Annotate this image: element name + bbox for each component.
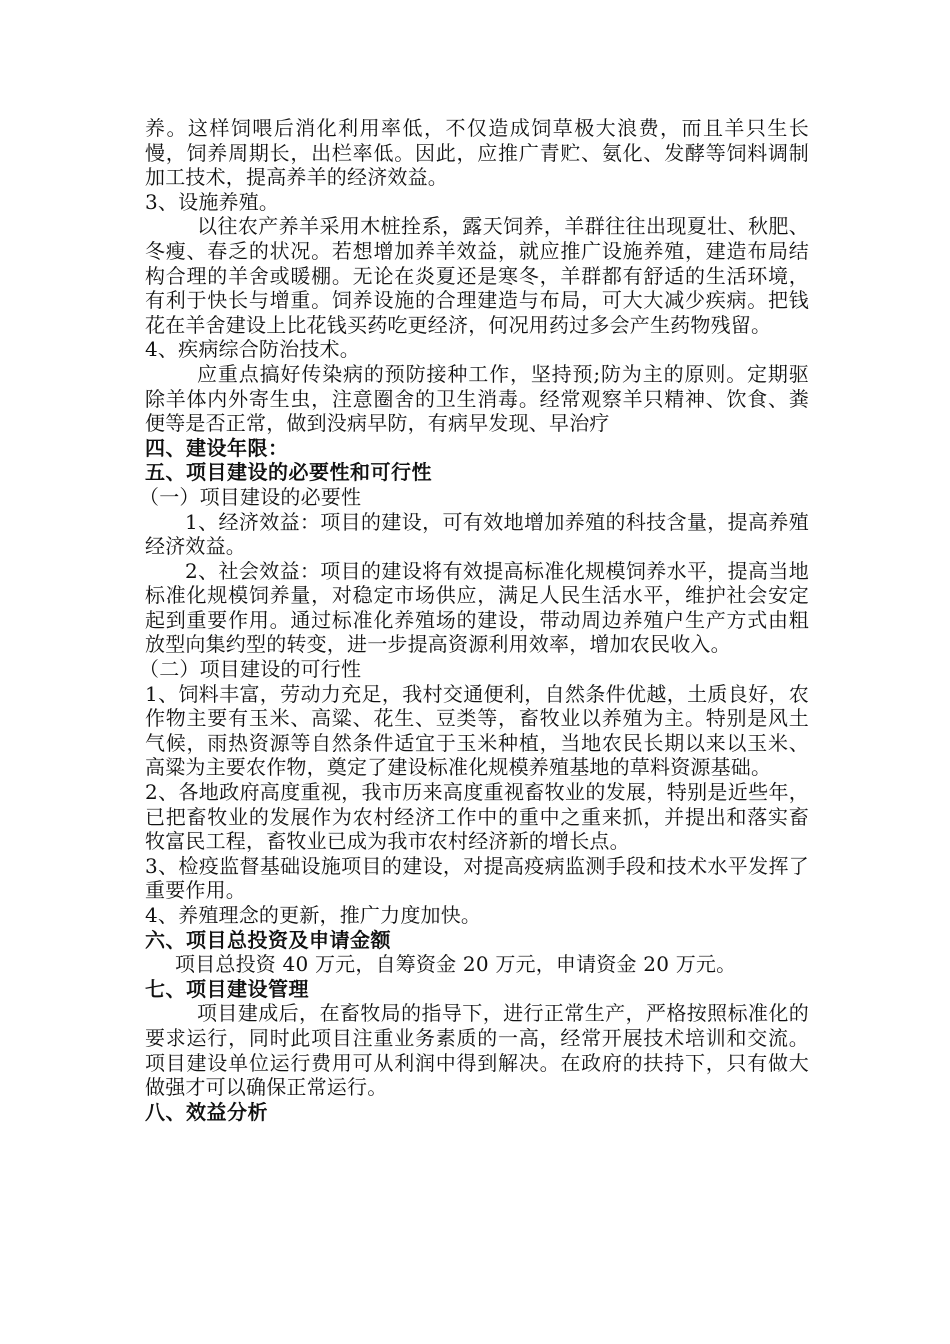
paragraph-management: 项目建成后，在畜牧局的指导下，进行正常生产，严格按照标准化的要求运行，同时此项目注重业务素质的一高，经常开展技术培训和交流。项目建设单位运行费用可从利润中得到解决。在政府的扶持下，只有做大做强才可以确保正常运行。 [145, 1001, 809, 1100]
heading-facility-farming: 3、设施养殖。 [145, 189, 280, 214]
section-heading-necessity-feasibility: 五、项目建设的必要性和可行性 [145, 460, 432, 485]
paragraph-disease-control: 应重点搞好传染病的预防接种工作，坚持预;防为主的原则。定期驱除羊体内外寄生虫，注意圈舍的卫生消毒。经常观察羊只精神、饮食、粪便等是否正常，做到没病早防，有病早发现、早治疗 [145, 361, 809, 436]
paragraph-economic-benefit: 1、经济效益：项目的建设，可有效地增加养殖的科技含量，提高养殖经济效益。 [145, 509, 809, 559]
paragraph-feed-processing: 养。这样饲喂后消化利用率低，不仅造成饲草极大浪费，而且羊只生长慢，饲养周期长，出栏率低。因此，应推广青贮、氨化、发酵等饲料调制加工技术，提高养羊的经济效益。 [145, 116, 809, 190]
paragraph-facility-farming: 以往农产养羊采用木桩拴系，露天饲养，羊群往往出现夏壮、秋肥、冬瘦、春乏的状况。若想增加养羊效益，就应推广设施养殖，建造布局结构合理的羊舍或暖棚。无论在炎夏还是寒冬，羊群都有舒适的生活环境，有利于快长与增重。饲养设施的合理建造与布局，可大大减少疾病。把钱花在羊舍建设上比花钱买药吃更经济，何况用药过多会产生药物残留。 [145, 214, 809, 337]
document-body [139, 116, 809, 1124]
section-heading-management: 七、项目建设管理 [145, 976, 309, 1001]
subheading-necessity: （一）项目建设的必要性 [139, 484, 362, 509]
section-heading-construction-period: 四、建设年限： [145, 435, 289, 460]
heading-disease-control: 4、疾病综合防治技术。 [145, 337, 360, 362]
paragraph-investment: 项目总投资 40 万元，自筹资金 20 万元，申请资金 20 万元。 [175, 952, 737, 977]
paragraph-feasibility-3: 3、检疫监督基础设施项目的建设，对提高疫病监测手段和技术水平发挥了重要作用。 [145, 853, 809, 903]
paragraph-feasibility-1: 1、饲料丰富，劳动力充足，我村交通便利，自然条件优越，土质良好，农作物主要有玉米、高粱、花生、豆类等，畜牧业以养殖为主。特别是风土气候，雨热资源等自然条件适宜于玉米种植，当地农民长期以来以玉米、高粱为主要农作物，奠定了建设标准化规模养殖基地的草料资源基础。 [145, 681, 809, 780]
section-heading-benefit-analysis: 八、效益分析 [145, 1099, 268, 1124]
paragraph-feasibility-2: 2、各地政府高度重视，我市历来高度重视畜牧业的发展，特别是近些年，已把畜牧业的发展作为农村经济工作中的重中之重来抓，并提出和落实畜牧富民工程，畜牧业已成为我市农村经济新的增长点。 [145, 780, 809, 854]
paragraph-social-benefit: 2、社会效益：项目的建设将有效提高标准化规模饲养水平，提高当地标准化规模饲养量，对稳定市场供应，满足人民生活水平，维护社会安定起到重要作用。通过标准化养殖场的建设，带动周边养殖户生产方式由粗放型向集约型的转变，进一步提高资源利用效率，增加农民收入。 [145, 558, 809, 657]
subheading-feasibility: （二）项目建设的可行性 [139, 657, 362, 682]
paragraph-feasibility-4: 4、养殖理念的更新，推广力度加快。 [145, 903, 482, 927]
section-heading-investment: 六、项目总投资及申请金额 [145, 927, 391, 952]
